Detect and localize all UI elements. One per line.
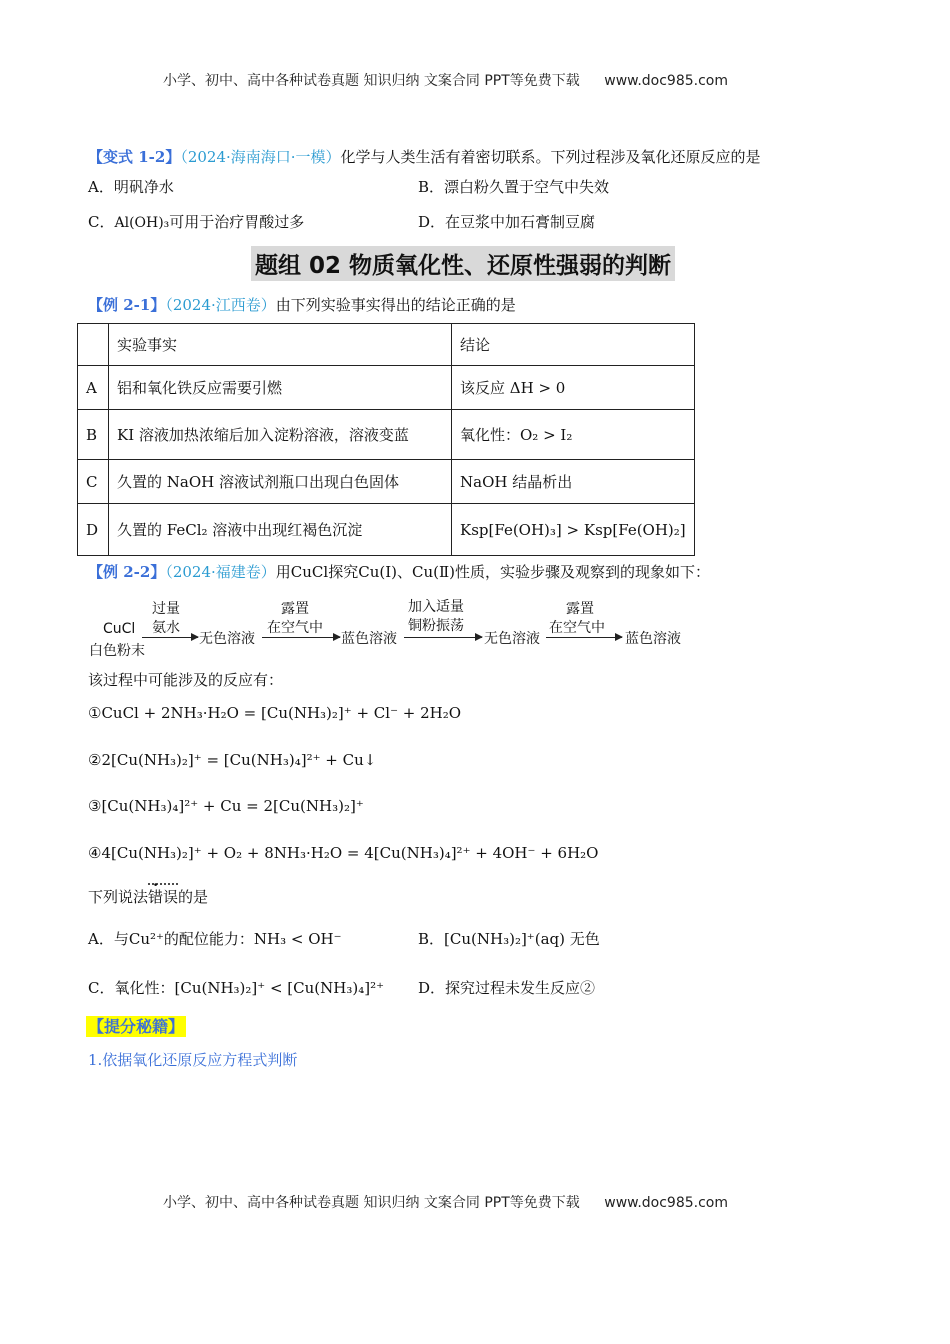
question-text: 化学与人类生活有着密切联系。下列过程涉及氧化还原反应的是 xyxy=(340,148,761,166)
option-a-pre: A．与 xyxy=(88,930,129,948)
question-source: （2024·福建卷） xyxy=(165,563,276,581)
q12-option-a: A．明矾净水 xyxy=(88,178,174,196)
row-label: B xyxy=(78,410,109,460)
copper-oxidation-states: Cu(Ⅰ)、Cu(Ⅱ) xyxy=(358,563,456,581)
table-header-fact: 实验事实 xyxy=(109,324,452,366)
flow-arrow xyxy=(262,637,340,638)
question-tag: 【例 2-1】 xyxy=(88,296,166,314)
equation-2: ②2[Cu(NH₃)₂]⁺ = [Cu(NH₃)₄]²⁺ + Cu↓ xyxy=(88,751,377,769)
section-title: 题组 02 物质氧化性、还原性强弱的判断 xyxy=(251,246,675,281)
flow-result1: 无色溶液 xyxy=(199,631,255,647)
question-2-1-stem xyxy=(88,294,516,315)
reactions-intro: 该过程中可能涉及的反应有： xyxy=(88,671,284,689)
option-a-post: 的配位能力：NH₃ < OH⁻ xyxy=(163,930,342,948)
option-b-pre: B． xyxy=(418,930,445,948)
question-tag: 【变式 1-2】 xyxy=(88,148,181,166)
experiment-table xyxy=(77,323,695,556)
page-header xyxy=(163,70,728,90)
header-site: www.doc985.com xyxy=(604,73,728,89)
q12-option-b: B．漂白粉久置于空气中失效 xyxy=(418,178,610,196)
table-row xyxy=(78,366,695,410)
flow-arrow xyxy=(546,637,622,638)
option-c-pre: C．氧化性： xyxy=(88,979,175,997)
flow-result3: 无色溶液 xyxy=(484,631,540,647)
question-source: （2024·海南海口·一模） xyxy=(180,148,341,166)
row-conclusion: 该反应 ΔH > 0 xyxy=(452,366,695,410)
q12-option-c xyxy=(88,211,304,232)
q22-option-c xyxy=(88,977,384,998)
option-b-formula: [Cu(NH₃)₂]⁺ xyxy=(444,930,535,948)
table-header-conclusion: 结论 xyxy=(452,324,695,366)
row-conclusion: NaOH 结晶析出 xyxy=(452,460,695,504)
stem-post: 性质，实验步骤及观察到的现象如下： xyxy=(455,563,711,581)
tips-item-1: 1.依据氧化还原反应方程式判断 xyxy=(88,1051,298,1069)
equation-1: ①CuCl + 2NH₃·H₂O = [Cu(NH₃)₂]⁺ + Cl⁻ + 2H₂O xyxy=(88,704,462,722)
ask-post: 的是 xyxy=(178,888,209,906)
flow-step2-top: 露置 xyxy=(281,601,309,617)
question-source: （2024·江西卷） xyxy=(165,296,276,314)
stem-mid: 探究 xyxy=(328,563,359,581)
stem-pre: 用 xyxy=(275,563,291,581)
question-text: 由下列实验事实得出的结论正确的是 xyxy=(275,296,516,314)
q22-option-b xyxy=(418,928,600,949)
ask-pre: 下列说法 xyxy=(88,888,149,906)
footer-text: 小学、初中、高中各种试卷真题 知识归纳 文案合同 PPT等免费下载 xyxy=(163,1195,580,1211)
table-row xyxy=(78,460,695,504)
header-text: 小学、初中、高中各种试卷真题 知识归纳 文案合同 PPT等免费下载 xyxy=(163,73,580,89)
question-1-2-stem xyxy=(88,146,761,167)
row-label: A xyxy=(78,366,109,410)
flow-result4: 蓝色溶液 xyxy=(625,631,681,647)
flow-step1-top: 过量 xyxy=(152,601,180,617)
aluminium-hydroxide-formula: Al(OH)₃ xyxy=(114,215,170,231)
row-label: C xyxy=(78,460,109,504)
table-corner-cell xyxy=(78,324,109,366)
q12-option-d: D．在豆浆中加石膏制豆腐 xyxy=(418,213,596,231)
cucl-formula: CuCl xyxy=(290,563,329,581)
question-2-2-stem xyxy=(88,561,710,582)
row-fact: 久置的 FeCl₂ 溶液中出现红褐色沉淀 xyxy=(109,504,452,556)
flow-step4-bottom: 在空气中 xyxy=(549,620,605,636)
flow-step3-top: 加入适量 xyxy=(408,599,464,615)
footer-site: www.doc985.com xyxy=(604,1195,728,1211)
option-c-prefix: C． xyxy=(88,213,115,231)
question-ask xyxy=(88,886,208,907)
table-header-row xyxy=(78,324,695,366)
copper-ion: Cu²⁺ xyxy=(128,930,164,948)
flow-step3-bottom: 铜粉振荡 xyxy=(408,618,464,634)
table-row xyxy=(78,504,695,556)
flow-step1-bottom: 氨水 xyxy=(152,620,180,636)
table-row xyxy=(78,410,695,460)
flow-start-sub: 白色粉末 xyxy=(89,643,145,659)
flow-arrow xyxy=(404,637,482,638)
row-fact: KI 溶液加热浓缩后加入淀粉溶液，溶液变蓝 xyxy=(109,410,452,460)
flow-start-label: CuCl xyxy=(103,621,136,637)
option-c-text: 可用于治疗胃酸过多 xyxy=(169,213,305,231)
equation-4: ④4[Cu(NH₃)₂]⁺ + O₂ + 8NH₃·H₂O = 4[Cu(NH₃)₄]²⁺ + 4OH⁻ + 6H₂O xyxy=(88,844,599,862)
row-label: D xyxy=(78,504,109,556)
flow-arrow xyxy=(142,637,198,638)
q22-option-a xyxy=(88,928,342,949)
equation-3: ③[Cu(NH₃)₄]²⁺ + Cu = 2[Cu(NH₃)₂]⁺ xyxy=(88,797,364,815)
option-b-post: (aq) 无色 xyxy=(534,930,600,948)
flow-result2: 蓝色溶液 xyxy=(341,631,397,647)
row-conclusion: 氧化性：O₂ > I₂ xyxy=(452,410,695,460)
ask-emphasis: 错误 xyxy=(148,888,179,906)
tips-title xyxy=(86,1014,186,1037)
question-tag: 【例 2-2】 xyxy=(88,563,166,581)
tips-title-text: 【提分秘籍】 xyxy=(88,1017,185,1036)
flow-step4-top: 露置 xyxy=(566,601,594,617)
flow-step2-bottom: 在空气中 xyxy=(267,620,323,636)
row-fact: 久置的 NaOH 溶液试剂瓶口出现白色固体 xyxy=(109,460,452,504)
row-conclusion: Ksp[Fe(OH)₃] > Ksp[Fe(OH)₂] xyxy=(452,504,695,556)
row-fact: 铝和氧化铁反应需要引燃 xyxy=(109,366,452,410)
option-c-formula: [Cu(NH₃)₂]⁺ < [Cu(NH₃)₄]²⁺ xyxy=(174,979,384,997)
q22-option-d: D．探究过程未发生反应② xyxy=(418,979,596,997)
page-footer xyxy=(163,1192,728,1212)
